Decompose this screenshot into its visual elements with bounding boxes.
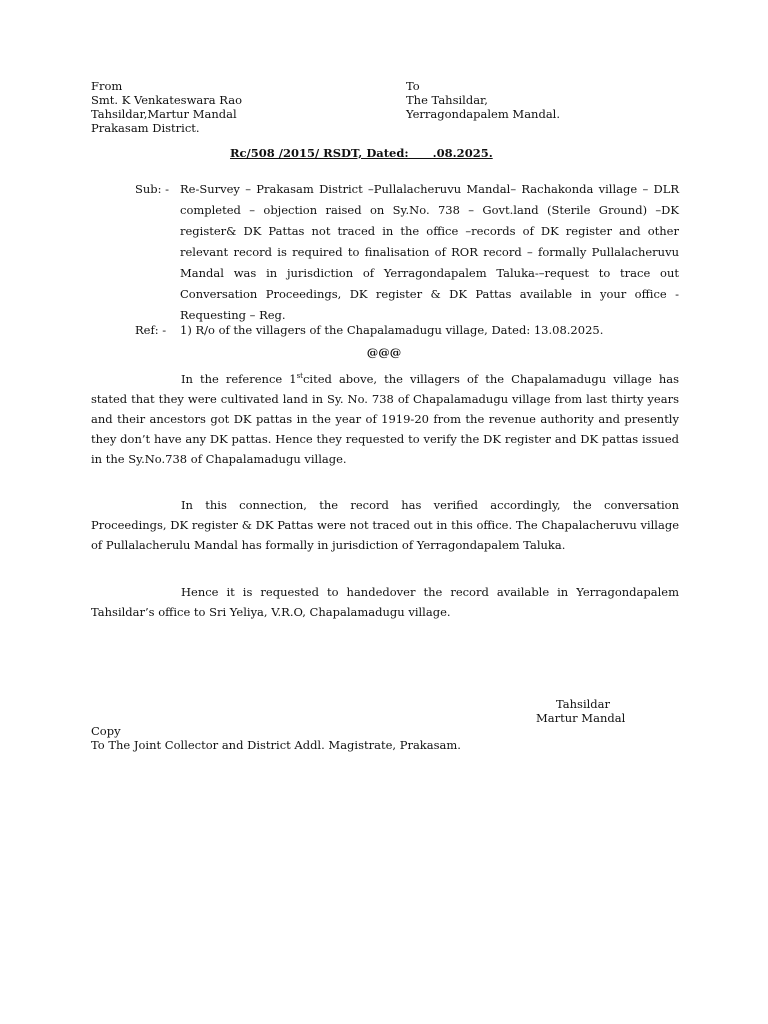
- from-block: [91, 79, 391, 135]
- ref-text: 1) R/o of the villagers of the Chapalamadugu village, Dated: 13.08.2025.: [180, 323, 604, 337]
- ref-label: Ref: -: [135, 323, 167, 337]
- paragraph-3-text: Hence it is requested to handedover the record available in Yerragondapalem Tahsildar’s office to Sri Yeliya, V.R.O, Chapalamadugu village.: [91, 585, 679, 619]
- reference-number: Rc/508 /2015/ RSDT, Dated: .08.2025.: [230, 146, 493, 160]
- separator: @@@: [366, 345, 402, 359]
- subject-text: Re-Survey – Prakasam District –Pullalacheruvu Mandal– Rachakonda village – DLR completed – objection raised on Sy.No. 738 – Govt.land (Sterile Ground) –DK register& DK Pattas not traced in the office –records of DK register and other relevant record is required to finalisation of ROR record – formally Pullalacheruvu Mandal was in jurisdiction of Yerragondapalem Taluka-–request to trace out Conversation Proceedings, DK register & DK Pattas available in your office - Requesting – Reg.: [180, 182, 679, 322]
- to-heading: To: [406, 79, 420, 93]
- paragraph-2: [91, 495, 679, 555]
- from-line-name: Smt. K Venkateswara Rao: [91, 93, 242, 107]
- subject-label: Sub: -: [135, 182, 170, 196]
- to-line-designation: The Tahsildar,: [406, 93, 488, 107]
- from-line-district: Prakasam District.: [91, 121, 200, 135]
- paragraph-1-post: cited above, the villagers of the Chapalamadugu village has stated that they were cultivated land in Sy. No. 738 of Chapalamadugu village from last thirty years and their ancestors got DK pattas in the year of 1919-20 from the revenue authority and presently they don’t have any DK pattas. Hence they requested to verify the DK register and DK pattas issued in the Sy.No.738 of Chapalamadugu village.: [91, 372, 680, 466]
- ref-block: [135, 323, 603, 337]
- subject-block: [135, 179, 679, 326]
- paragraph-1-pre: In the reference 1: [181, 372, 297, 386]
- paragraph-2-text: In this connection, the record has verified accordingly, the conversation Proceedings, DK register & DK Pattas were not traced out in this office. The Chapalacheruvu village of Pullalacherulu Mandal has formally in jurisdiction of Yerragondapalem Taluka.: [91, 498, 679, 552]
- paragraph-3: [91, 582, 679, 622]
- from-line-designation: Tahsildar,Martur Mandal: [91, 107, 237, 121]
- paragraph-1: [91, 369, 679, 469]
- copy-label: Copy: [91, 724, 121, 738]
- paragraph-1-sup: st: [296, 372, 303, 381]
- to-line-mandal: Yerragondapalem Mandal.: [406, 107, 561, 121]
- copy-recipient: To The Joint Collector and District Addl. Magistrate, Prakasam.: [91, 738, 461, 752]
- to-block: [406, 79, 736, 121]
- signature-title: Tahsildar: [556, 697, 611, 711]
- signature-office: Martur Mandal: [536, 711, 626, 725]
- from-heading: From: [91, 79, 123, 93]
